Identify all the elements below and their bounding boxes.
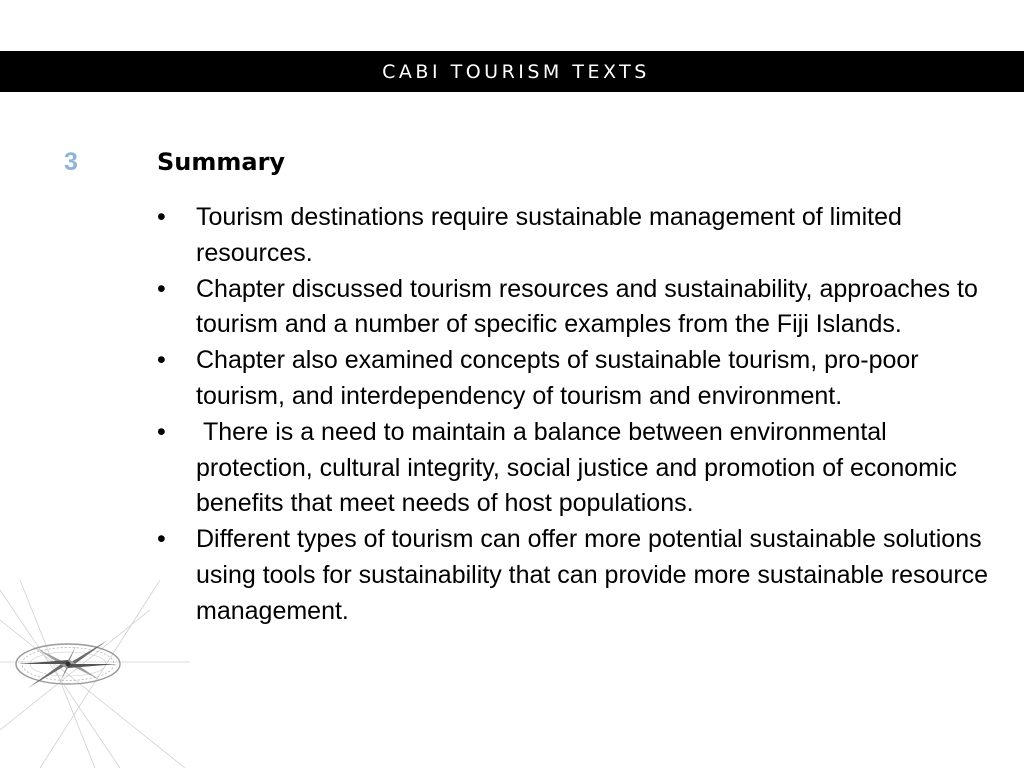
banner-title: CABI TOURISM TEXTS (382, 60, 650, 83)
bullet-item (157, 200, 1007, 272)
bullet-marker: • (157, 525, 166, 554)
bullet-text: Tourism destinations require sustainable management of limited resources. (196, 203, 909, 267)
bullet-item (157, 343, 1007, 415)
bullet-item (157, 522, 1007, 629)
bullet-marker: • (157, 203, 166, 231)
bullet-item (157, 272, 1007, 344)
bullet-text: Chapter also examined concepts of sustainable tourism, pro-poor tourism, and interdependency of tourism and environment. (196, 346, 926, 410)
bullet-text: Chapter discussed tourism resources and sustainability, approaches to tourism and a number of specific examples from the Fiji Islands. (196, 274, 985, 339)
slide-number: 3 (64, 148, 78, 176)
bullet-marker: • (157, 346, 166, 375)
bullet-marker: • (157, 274, 166, 303)
bullet-marker: • (157, 417, 166, 446)
bullet-text: There is a need to maintain a balance between environmental protection, cultural integrity, social justice and promotion of economic benefits that meet needs of host populations. (196, 417, 964, 518)
summary-bullet-list (157, 200, 1007, 630)
bullet-item (157, 415, 1007, 522)
slide-title: Summary (157, 148, 286, 176)
compass-rose-icon (0, 580, 190, 768)
header-banner (0, 51, 1024, 92)
bullet-text: Different types of tourism can offer more potential sustainable solutions using tools for sustainability that can provide more sustainable resource management. (196, 525, 996, 625)
